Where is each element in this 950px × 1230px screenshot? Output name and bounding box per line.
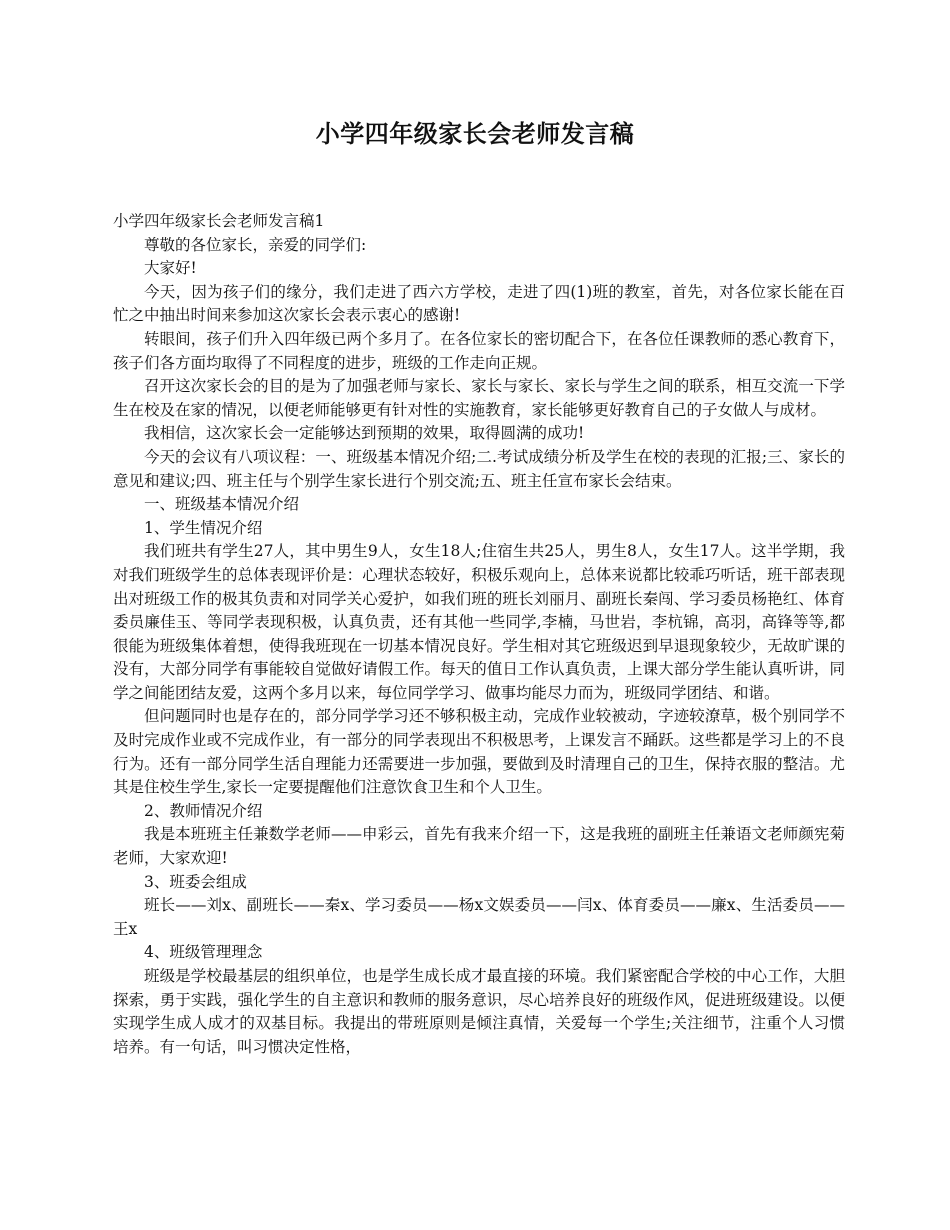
paragraph: 召开这次家长会的目的是为了加强老师与家长、家长与家长、家长与学生之间的联系，相互交流一下学生在校及在家的情况，以便老师能够更有针对性的实施教育，家长能够更好教育自己的子女做人与成材。 — [113, 377, 845, 419]
paragraph: 我们班共有学生27人，其中男生9人，女生18人;住宿生共25人，男生8人，女生17人。这半学期，我对我们班级学生的总体表现评价是：心理状态较好，积极乐观向上，总体来说都比较乖巧听话，班干部表现出对班级工作的极其负责和对同学关心爱护，如我们班的班长刘丽月、副班长秦闯、学习委员杨艳红、体育委员廉佳玉、等同学表现积极，认真负责，还有其他一些同学,李楠，马世岩，李杭锦，高羽，高锋等等,都很能为班级集体着想，使得我班现在一切基本情况良好。学生相对其它班级迟到早退现象较少，无故旷课的没有，大部分同学有事能较自觉做好请假工作。每天的值日工作认真负责，上课大部分学生能认真听讲，同学之间能团结友爱，这两个多月以来，每位同学学习、做事均能尽力而为，班级同学团结、和谐。 — [113, 542, 845, 702]
paragraph: 转眼间，孩子们升入四年级已两个多月了。在各位家长的密切配合下，在各位任课教师的悉心教育下，孩子们各方面均取得了不同程度的进步，班级的工作走向正规。 — [113, 329, 845, 372]
paragraph: 今天，因为孩子们的缘分，我们走进了西六方学校，走进了四(1)班的教室，首先，对各位家长能在百忙之中抽出时间来参加这次家长会表示衷心的感谢! — [113, 282, 845, 325]
subsection-heading: 4、班级管理理念 — [144, 943, 263, 962]
document-body — [113, 210, 845, 1059]
paragraph: 班长——刘x、副班长——秦x、学习委员——杨x文娱委员——闫x、体育委员——廉x、生活委员——王x — [113, 896, 845, 938]
subsection-heading: 2、教师情况介绍 — [144, 801, 263, 820]
paragraph: 我是本班班主任兼数学老师——申彩云，首先有我来介绍一下，这是我班的副班主任兼语文老师颜宪菊老师，大家欢迎! — [113, 825, 845, 868]
paragraph-greeting: 尊敬的各位家长，亲爱的同学们: — [144, 235, 367, 254]
section-heading: 一、班级基本情况介绍 — [144, 495, 300, 514]
paragraph: 班级是学校最基层的组织单位，也是学生成长成才最直接的环境。我们紧密配合学校的中心工作，大胆探索，勇于实践，强化学生的自主意识和教师的服务意识，尽心培养良好的班级作风，促进班级建设。以便实现学生成人成才的双基目标。我提出的带班原则是倾注真情，关爱每一个学生;关注细节，注重个人习惯培养。有一句话，叫习惯决定性格， — [113, 967, 845, 1056]
paragraph: 但问题同时也是存在的，部分同学学习还不够积极主动，完成作业较被动，字迹较潦草，极个别同学不及时完成作业或不完成作业，有一部分的同学表现出不积极思考，上课发言不踊跃。这些都是学习上的不良行为。还有一部分同学生活自理能力还需要进一步加强，要做到及时清理自己的卫生，保持衣服的整洁。尤其是住校生学生,家长一定要提醒他们注意饮食卫生和个人卫生。 — [113, 707, 845, 797]
paragraph-subtitle: 小学四年级家长会老师发言稿1 — [113, 212, 325, 230]
subsection-heading: 1、学生情况介绍 — [144, 518, 263, 537]
paragraph-agenda: 今天的会议有八项议程：一、班级基本情况介绍;二.考试成绩分析及学生在校的表现的汇报;三、家长的意见和建议;四、班主任与个别学生家长进行个别交流;五、班主任宣布家长会结束。 — [113, 447, 845, 490]
paragraph-hello: 大家好! — [144, 259, 197, 278]
subsection-heading: 3、班委会组成 — [144, 872, 247, 891]
paragraph: 我相信，这次家长会一定能够达到预期的效果，取得圆满的成功! — [144, 424, 585, 443]
document-title: 小学四年级家长会老师发言稿 — [315, 119, 635, 148]
